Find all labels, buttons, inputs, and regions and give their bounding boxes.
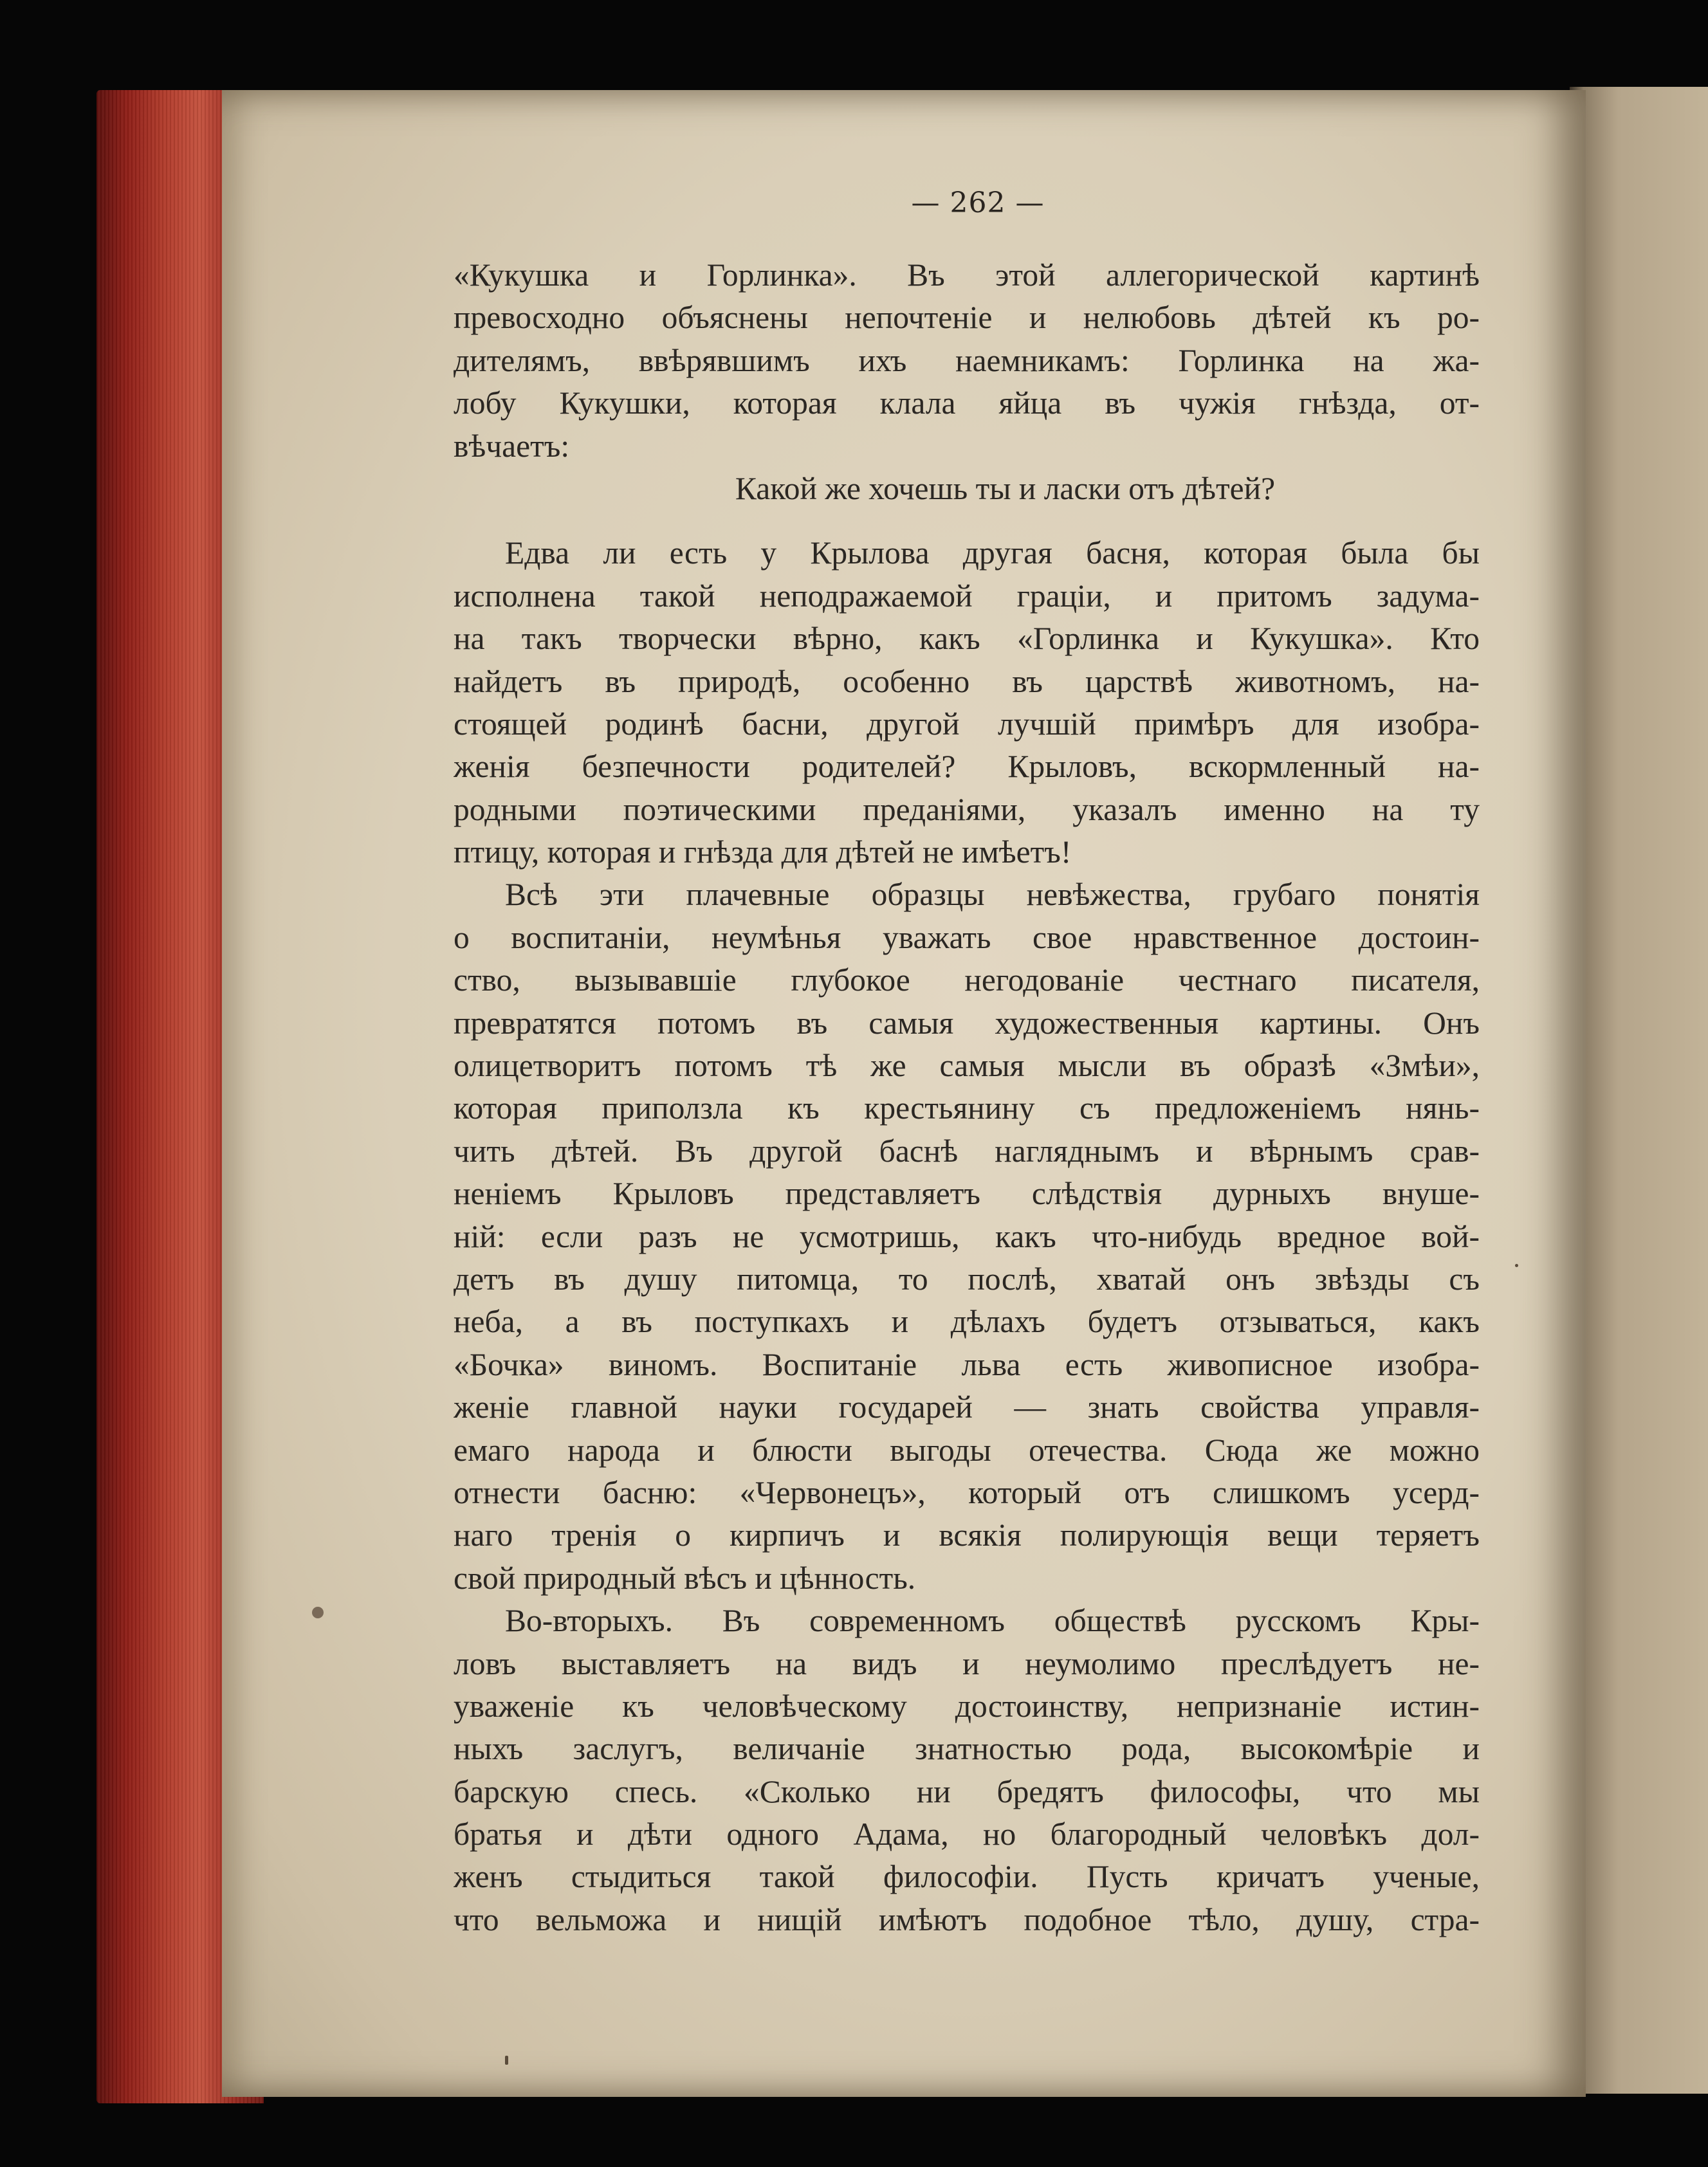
page-stain bbox=[312, 1607, 324, 1618]
page-body-text bbox=[454, 254, 1480, 1941]
text-line: которая приползла къ крестьянину съ предложеніемъ нянь- bbox=[454, 1090, 1480, 1126]
text-line: неба, а въ поступкахъ и дѣлахъ будетъ отзываться, какъ bbox=[454, 1304, 1480, 1340]
text-line: дителямъ, ввѣрявшимъ ихъ наемникамъ: Горлинка на жа- bbox=[454, 342, 1480, 378]
text-line: Во-вторыхъ. Въ современномъ обществѣ русскомъ Кры- bbox=[505, 1603, 1480, 1639]
text-line: олицетворитъ потомъ тѣ же самыя мысли въ образѣ «Змѣи», bbox=[454, 1048, 1480, 1084]
text-line: «Кукушка и Горлинка». Въ этой аллегорической картинѣ bbox=[454, 257, 1480, 293]
text-line: ній: если разъ не усмотришь, какъ что-нибудь вредное вой- bbox=[454, 1218, 1480, 1254]
text-line: лобу Кукушки, которая клала яйца въ чужія гнѣзда, от- bbox=[454, 385, 1480, 421]
text-line: ныхъ заслугъ, величаніе знатностью рода, высокомѣріе и bbox=[454, 1731, 1480, 1767]
next-page-edge bbox=[1570, 87, 1708, 2094]
text-line: о воспитаніи, неумѣнья уважать свое нравственное достоин- bbox=[454, 919, 1480, 955]
text-line: Едва ли есть у Крылова другая басня, которая была бы bbox=[505, 535, 1480, 571]
text-line: братья и дѣти одного Адама, но благородный человѣкъ дол- bbox=[454, 1816, 1480, 1852]
text-line: неніемъ Крыловъ представляетъ слѣдствія дурныхъ внуше- bbox=[454, 1176, 1480, 1212]
text-line: найдетъ въ природѣ, особенно въ царствѣ животномъ, на- bbox=[454, 663, 1480, 699]
text-line: барскую спесь. «Сколько ни бредятъ философы, что мы bbox=[454, 1773, 1480, 1809]
text-line: детъ въ душу питомца, то послѣ, хватай онъ звѣзды съ bbox=[454, 1261, 1480, 1297]
text-line: отнести басню: «Червонецъ», который отъ слишкомъ усерд- bbox=[454, 1474, 1480, 1510]
text-line: на такъ творчески вѣрно, какъ «Горлинка и Кукушка». Кто bbox=[454, 621, 1480, 657]
text-line: свой природный вѣсъ и цѣнность. bbox=[454, 1560, 916, 1596]
text-line: уваженіе къ человѣческому достоинству, непризнаніе истин- bbox=[454, 1688, 1480, 1724]
text-line: что вельможа и нищій имѣютъ подобное тѣло, душу, стра- bbox=[454, 1901, 1480, 1937]
text-line: чить дѣтей. Въ другой баснѣ нагляднымъ и вѣрнымъ срав- bbox=[454, 1133, 1480, 1169]
text-line: птицу, которая и гнѣзда для дѣтей не имѣетъ! bbox=[454, 834, 1072, 870]
text-line: ство, вызывавшіе глубокое негодованіе честнаго писателя, bbox=[454, 962, 1480, 998]
ink-speck bbox=[1515, 1264, 1518, 1267]
text-line: родными поэтическими преданіями, указалъ именно на ту bbox=[454, 791, 1480, 827]
text-line: превратятся потомъ въ самыя художественныя картины. Онъ bbox=[454, 1005, 1480, 1041]
text-line: стоящей родинѣ басни, другой лучшій примѣръ для изобра- bbox=[454, 706, 1480, 742]
fable-quote: Какой же хочешь ты и ласки отъ дѣтей? bbox=[735, 470, 1276, 506]
text-line: женъ стыдиться такой философіи. Пусть кричатъ ученые, bbox=[454, 1859, 1480, 1895]
text-line: превосходно объяснены непочтеніе и нелюбовь дѣтей къ ро- bbox=[454, 300, 1480, 336]
text-line: вѣчаетъ: bbox=[454, 428, 570, 464]
text-line: женіе главной науки государей — знать свойства управля- bbox=[454, 1389, 1480, 1425]
text-line: ловъ выставляетъ на видъ и неумолимо преслѣдуетъ не- bbox=[454, 1645, 1480, 1681]
text-line: Всѣ эти плачевные образцы невѣжества, грубаго понятія bbox=[505, 877, 1480, 913]
text-line: емаго народа и блюсти выгоды отечества. Сюда же можно bbox=[454, 1432, 1480, 1468]
text-line: женія безпечности родителей? Крыловъ, вскормленный на- bbox=[454, 749, 1480, 785]
text-line: исполнена такой неподражаемой граціи, и притомъ задума- bbox=[454, 578, 1480, 614]
ink-speck bbox=[505, 2056, 508, 2065]
text-line: «Бочка» виномъ. Воспитаніе льва есть живописное изобра- bbox=[454, 1346, 1480, 1382]
text-line: наго тренія о кирпичъ и всякія полирующія вещи теряетъ bbox=[454, 1517, 1480, 1553]
page-number: — 262 — bbox=[911, 187, 1045, 219]
